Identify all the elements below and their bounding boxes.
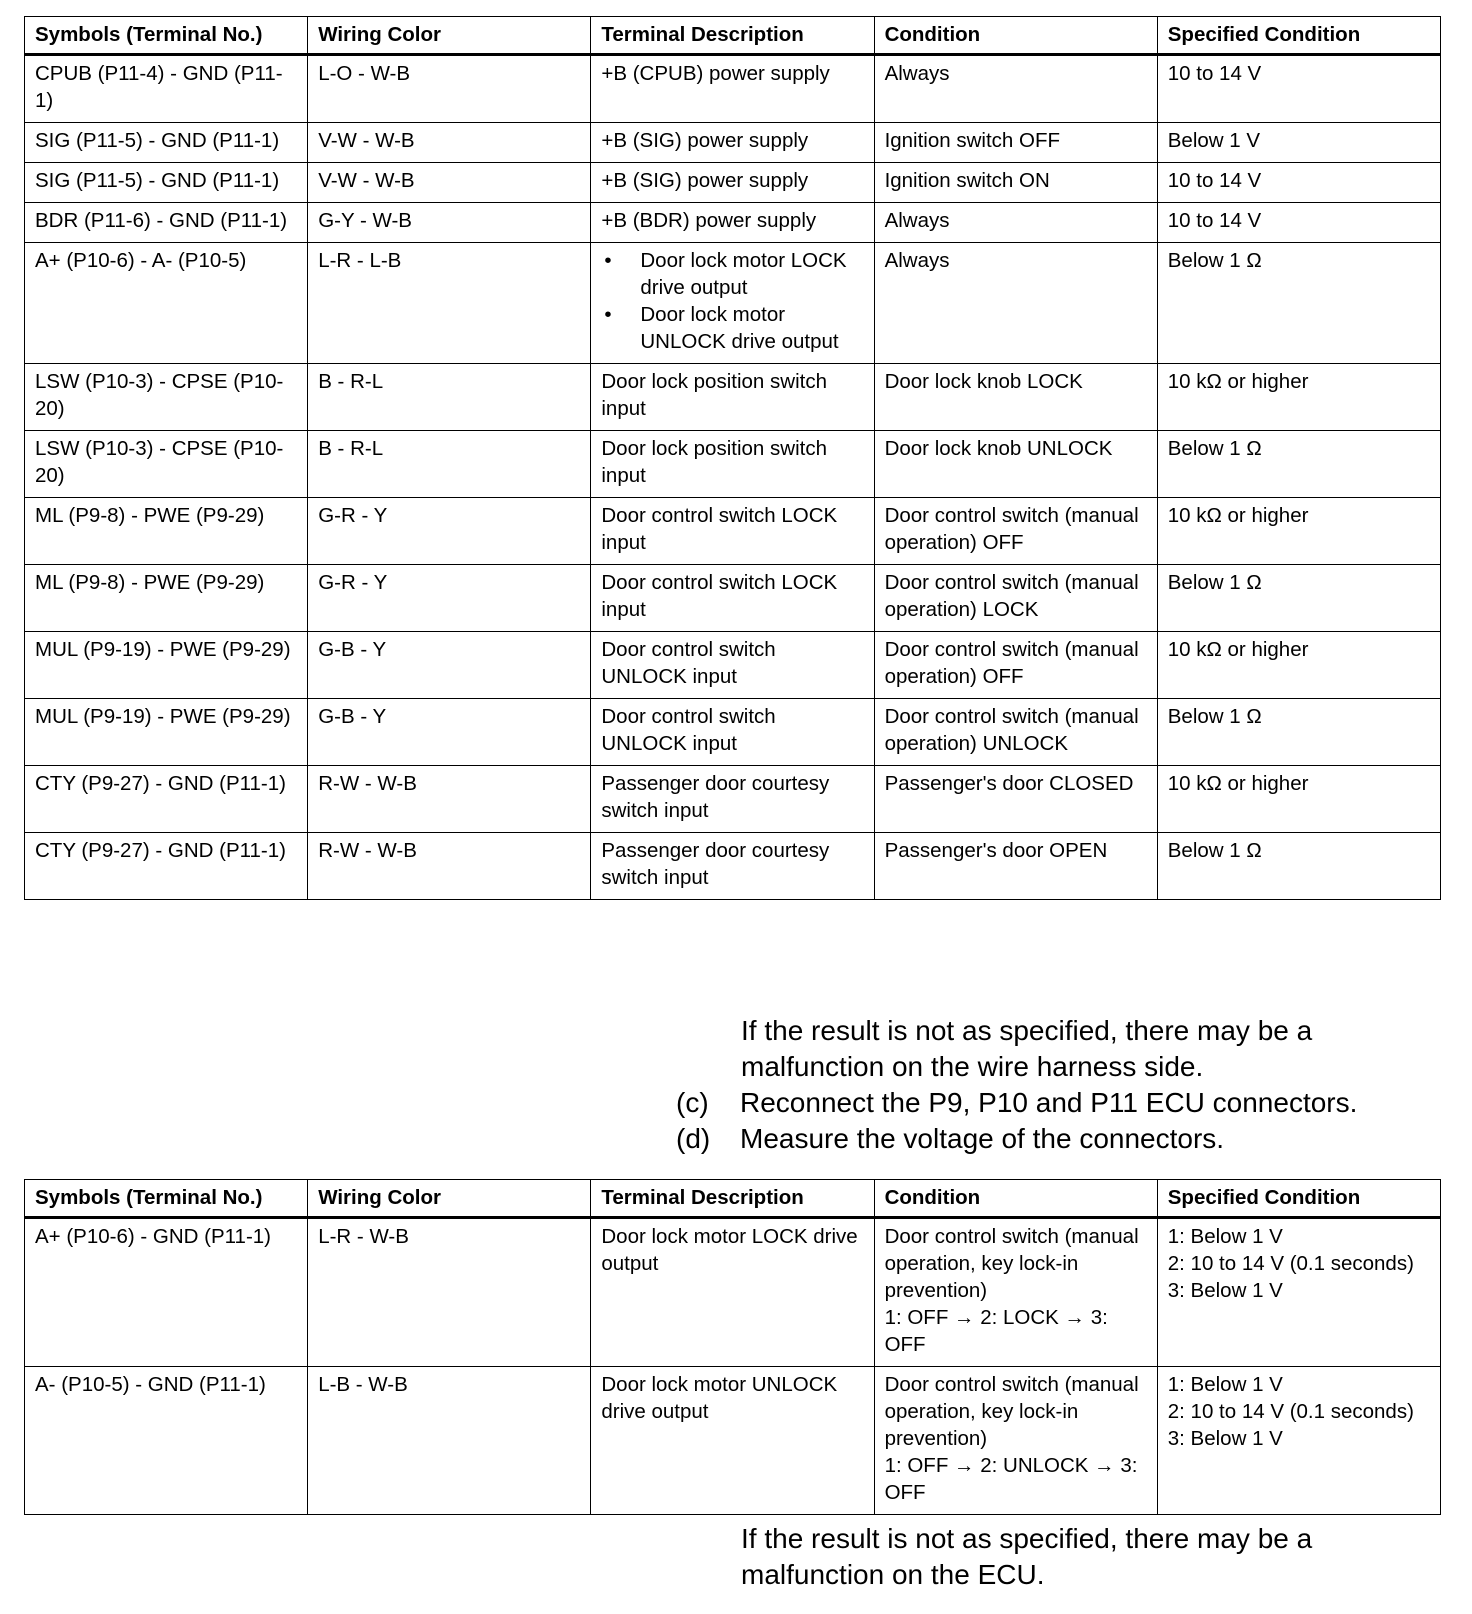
table-row <box>25 364 1441 431</box>
table-header-row <box>25 17 1441 55</box>
specified-condition-cell: 10 to 14 V <box>1157 203 1440 243</box>
table-row <box>25 431 1441 498</box>
specified-condition-cell: 10 to 14 V <box>1157 163 1440 203</box>
header-specified-condition: Specified Condition <box>1157 17 1440 55</box>
table-row <box>25 1218 1441 1367</box>
condition-cell: Door control switch (manual operation) UNLOCK <box>874 699 1157 766</box>
description-cell <box>591 766 874 833</box>
description-cell-line: Door lock motor UNLOCK drive output <box>601 1373 838 1423</box>
description-cell <box>591 632 874 699</box>
condition-cell-line: 1: OFF → 2: UNLOCK → 3: OFF <box>884 1454 1138 1504</box>
wiring-color-cell: B - R-L <box>308 431 591 498</box>
wiring-color-cell: B - R-L <box>308 364 591 431</box>
specified-condition-cell: Below 1 Ω <box>1157 431 1440 498</box>
specified-condition-cell: Below 1 Ω <box>1157 833 1440 900</box>
step-d-label: (d) <box>676 1123 711 1154</box>
wiring-color-cell: G-B - Y <box>308 632 591 699</box>
table-row <box>25 632 1441 699</box>
specified-condition-cell: Below 1 V <box>1157 123 1440 163</box>
terminal-voltage-table <box>24 1179 1441 1515</box>
condition-cell: Passenger's door CLOSED <box>874 766 1157 833</box>
wiring-color-cell: L-R - W-B <box>308 1218 591 1367</box>
specified-condition-cell-line: 2: 10 to 14 V (0.1 seconds) <box>1167 1400 1414 1423</box>
description-cell <box>591 1218 874 1367</box>
description-cell <box>591 565 874 632</box>
specified-condition-cell: Below 1 Ω <box>1157 243 1440 364</box>
specified-condition-cell: 10 kΩ or higher <box>1157 364 1440 431</box>
condition-cell: Door lock knob LOCK <box>874 364 1157 431</box>
symbol-cell: ML (P9-8) - PWE (P9-29) <box>25 498 308 565</box>
description-cell-line: Passenger door courtesy switch input <box>601 839 830 889</box>
specified-condition-cell: 10 kΩ or higher <box>1157 766 1440 833</box>
description-cell <box>591 203 874 243</box>
specified-condition-cell: 10 kΩ or higher <box>1157 632 1440 699</box>
specified-condition-cell-line: 3: Below 1 V <box>1167 1427 1283 1450</box>
specified-condition-cell-line: 1: Below 1 V <box>1167 1225 1283 1248</box>
header-condition: Condition <box>874 17 1157 55</box>
description-cell-line: Door lock position switch input <box>601 437 827 487</box>
description-cell-line: +B (SIG) power supply <box>601 169 809 192</box>
description-cell-line: Door lock motor LOCK drive output <box>601 1225 858 1275</box>
header-symbols: Symbols (Terminal No.) <box>25 1180 308 1218</box>
harness-malfunction-note: If the result is not as specified, there may be a malfunction on the wire harness side. <box>741 1015 1313 1082</box>
wiring-color-cell: L-O - W-B <box>308 55 591 123</box>
description-cell-line: Door control switch UNLOCK input <box>601 638 776 688</box>
table-row <box>25 1367 1441 1515</box>
symbol-cell: MUL (P9-19) - PWE (P9-29) <box>25 632 308 699</box>
symbol-cell: SIG (P11-5) - GND (P11-1) <box>25 123 308 163</box>
wiring-color-cell: G-B - Y <box>308 699 591 766</box>
header-terminal-description: Terminal Description <box>591 1180 874 1218</box>
condition-cell: Ignition switch ON <box>874 163 1157 203</box>
description-cell <box>591 55 874 123</box>
condition-cell <box>874 1367 1157 1515</box>
wiring-color-cell: G-R - Y <box>308 498 591 565</box>
description-cell-line: • Door lock motor LOCK drive output <box>601 247 863 301</box>
table-header-row <box>25 1180 1441 1218</box>
condition-cell: Door control switch (manual operation) OFF <box>874 498 1157 565</box>
header-wiring-color: Wiring Color <box>308 17 591 55</box>
specified-condition-cell-line: 2: 10 to 14 V (0.1 seconds) <box>1167 1252 1414 1275</box>
specified-condition-cell: Below 1 Ω <box>1157 699 1440 766</box>
condition-cell: Always <box>874 55 1157 123</box>
specified-condition-cell <box>1157 1218 1440 1367</box>
table-row <box>25 55 1441 123</box>
table-row <box>25 498 1441 565</box>
condition-cell-line: Door control switch (manual operation, key lock-in prevention) <box>884 1373 1139 1450</box>
condition-cell: Ignition switch OFF <box>874 123 1157 163</box>
header-symbols: Symbols (Terminal No.) <box>25 17 308 55</box>
header-wiring-color: Wiring Color <box>308 1180 591 1218</box>
description-cell-line: Door control switch LOCK input <box>601 504 838 554</box>
symbol-cell: LSW (P10-3) - CPSE (P10-20) <box>25 364 308 431</box>
condition-cell: Door control switch (manual operation) LOCK <box>874 565 1157 632</box>
ecu-malfunction-note: If the result is not as specified, there may be a malfunction on the ECU. <box>741 1523 1313 1590</box>
header-terminal-description: Terminal Description <box>591 17 874 55</box>
wiring-color-cell: V-W - W-B <box>308 123 591 163</box>
symbol-cell: CPUB (P11-4) - GND (P11-1) <box>25 55 308 123</box>
description-cell <box>591 833 874 900</box>
description-cell <box>591 699 874 766</box>
condition-cell <box>874 1218 1157 1367</box>
symbol-cell: CTY (P9-27) - GND (P11-1) <box>25 766 308 833</box>
symbol-cell: A+ (P10-6) - A- (P10-5) <box>25 243 308 364</box>
description-cell-line: Door control switch UNLOCK input <box>601 705 776 755</box>
symbol-cell: MUL (P9-19) - PWE (P9-29) <box>25 699 308 766</box>
wiring-color-cell: R-W - W-B <box>308 833 591 900</box>
symbol-cell: A+ (P10-6) - GND (P11-1) <box>25 1218 308 1367</box>
specified-condition-cell-line: 1: Below 1 V <box>1167 1373 1283 1396</box>
condition-cell: Door control switch (manual operation) OFF <box>874 632 1157 699</box>
description-cell <box>591 163 874 203</box>
description-cell-line: +B (CPUB) power supply <box>601 62 830 85</box>
header-condition: Condition <box>874 1180 1157 1218</box>
table-row <box>25 766 1441 833</box>
table-row <box>25 833 1441 900</box>
specified-condition-cell <box>1157 1367 1440 1515</box>
wiring-color-cell: V-W - W-B <box>308 163 591 203</box>
condition-cell: Passenger's door OPEN <box>874 833 1157 900</box>
specified-condition-cell: 10 to 14 V <box>1157 55 1440 123</box>
symbol-cell: CTY (P9-27) - GND (P11-1) <box>25 833 308 900</box>
table-row <box>25 203 1441 243</box>
description-cell <box>591 1367 874 1515</box>
wiring-color-cell: G-R - Y <box>308 565 591 632</box>
table-row <box>25 699 1441 766</box>
condition-cell-line: Door control switch (manual operation, key lock-in prevention) <box>884 1225 1139 1302</box>
description-cell-line: +B (SIG) power supply <box>601 129 809 152</box>
symbol-cell: A- (P10-5) - GND (P11-1) <box>25 1367 308 1515</box>
symbol-cell: ML (P9-8) - PWE (P9-29) <box>25 565 308 632</box>
specified-condition-cell: 10 kΩ or higher <box>1157 498 1440 565</box>
description-cell <box>591 364 874 431</box>
condition-cell-line: 1: OFF → 2: LOCK → 3: OFF <box>884 1306 1108 1356</box>
description-cell <box>591 431 874 498</box>
table-row <box>25 565 1441 632</box>
condition-cell: Door lock knob UNLOCK <box>874 431 1157 498</box>
terminal-resistance-table <box>24 16 1441 900</box>
description-cell <box>591 123 874 163</box>
step-c-text: Reconnect the P9, P10 and P11 ECU connectors. <box>740 1087 1358 1118</box>
description-cell-line: +B (BDR) power supply <box>601 209 817 232</box>
description-cell-line: • Door lock motor UNLOCK drive output <box>601 301 863 355</box>
symbol-cell: LSW (P10-3) - CPSE (P10-20) <box>25 431 308 498</box>
description-cell <box>591 243 874 364</box>
step-c-label: (c) <box>676 1087 709 1118</box>
wiring-color-cell: G-Y - W-B <box>308 203 591 243</box>
wiring-color-cell: R-W - W-B <box>308 766 591 833</box>
table-row <box>25 243 1441 364</box>
table-row <box>25 163 1441 203</box>
description-cell <box>591 498 874 565</box>
header-specified-condition: Specified Condition <box>1157 1180 1440 1218</box>
condition-cell: Always <box>874 243 1157 364</box>
step-d-text: Measure the voltage of the connectors. <box>740 1123 1225 1154</box>
description-cell-line: Door lock position switch input <box>601 370 827 420</box>
specified-condition-cell-line: 3: Below 1 V <box>1167 1279 1283 1302</box>
wiring-color-cell: L-B - W-B <box>308 1367 591 1515</box>
description-cell-line: Door control switch LOCK input <box>601 571 838 621</box>
description-cell-line: Passenger door courtesy switch input <box>601 772 830 822</box>
symbol-cell: BDR (P11-6) - GND (P11-1) <box>25 203 308 243</box>
symbol-cell: SIG (P11-5) - GND (P11-1) <box>25 163 308 203</box>
condition-cell: Always <box>874 203 1157 243</box>
specified-condition-cell: Below 1 Ω <box>1157 565 1440 632</box>
wiring-color-cell: L-R - L-B <box>308 243 591 364</box>
table-row <box>25 123 1441 163</box>
